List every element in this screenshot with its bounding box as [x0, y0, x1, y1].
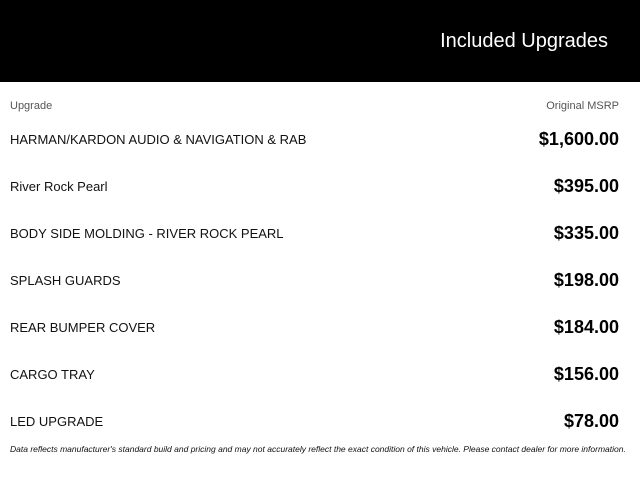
upgrade-name: CARGO TRAY: [10, 367, 95, 382]
upgrade-price: $78.00: [563, 411, 619, 431]
table-body: [10, 126, 626, 455]
upgrade-price: $395.00: [553, 176, 619, 196]
table-header: [10, 100, 619, 114]
column-header-msrp: Original MSRP: [546, 100, 619, 112]
column-header-upgrade: Upgrade: [10, 100, 53, 112]
disclaimer-text: Data reflects manufacturer's standard build and pricing and may not accurately reflect the exact condition of this vehicle. Please contact dealer for more information.: [10, 444, 626, 454]
upgrade-price: $184.00: [553, 317, 619, 337]
upgrade-name: REAR BUMPER COVER: [10, 320, 156, 335]
table-row: [10, 126, 619, 173]
page-title: Included Upgrades: [440, 30, 608, 52]
upgrade-price: $1,600.00: [538, 129, 619, 149]
upgrade-name: SPLASH GUARDS: [10, 273, 121, 288]
table-row: [10, 267, 619, 314]
table-row: [10, 220, 619, 267]
header-bar: [0, 0, 640, 82]
upgrade-name: LED UPGRADE: [10, 414, 104, 429]
table-row: [10, 361, 619, 408]
upgrade-name: BODY SIDE MOLDING - RIVER ROCK PEARL: [10, 226, 284, 241]
table-row: [10, 173, 619, 220]
upgrade-price: $335.00: [553, 223, 619, 243]
table-row: [10, 314, 619, 361]
upgrade-name: River Rock Pearl: [10, 179, 108, 194]
upgrade-price: $156.00: [553, 364, 619, 384]
upgrade-price: $198.00: [553, 270, 619, 290]
upgrade-name: HARMAN/KARDON AUDIO & NAVIGATION & RAB: [10, 132, 307, 147]
